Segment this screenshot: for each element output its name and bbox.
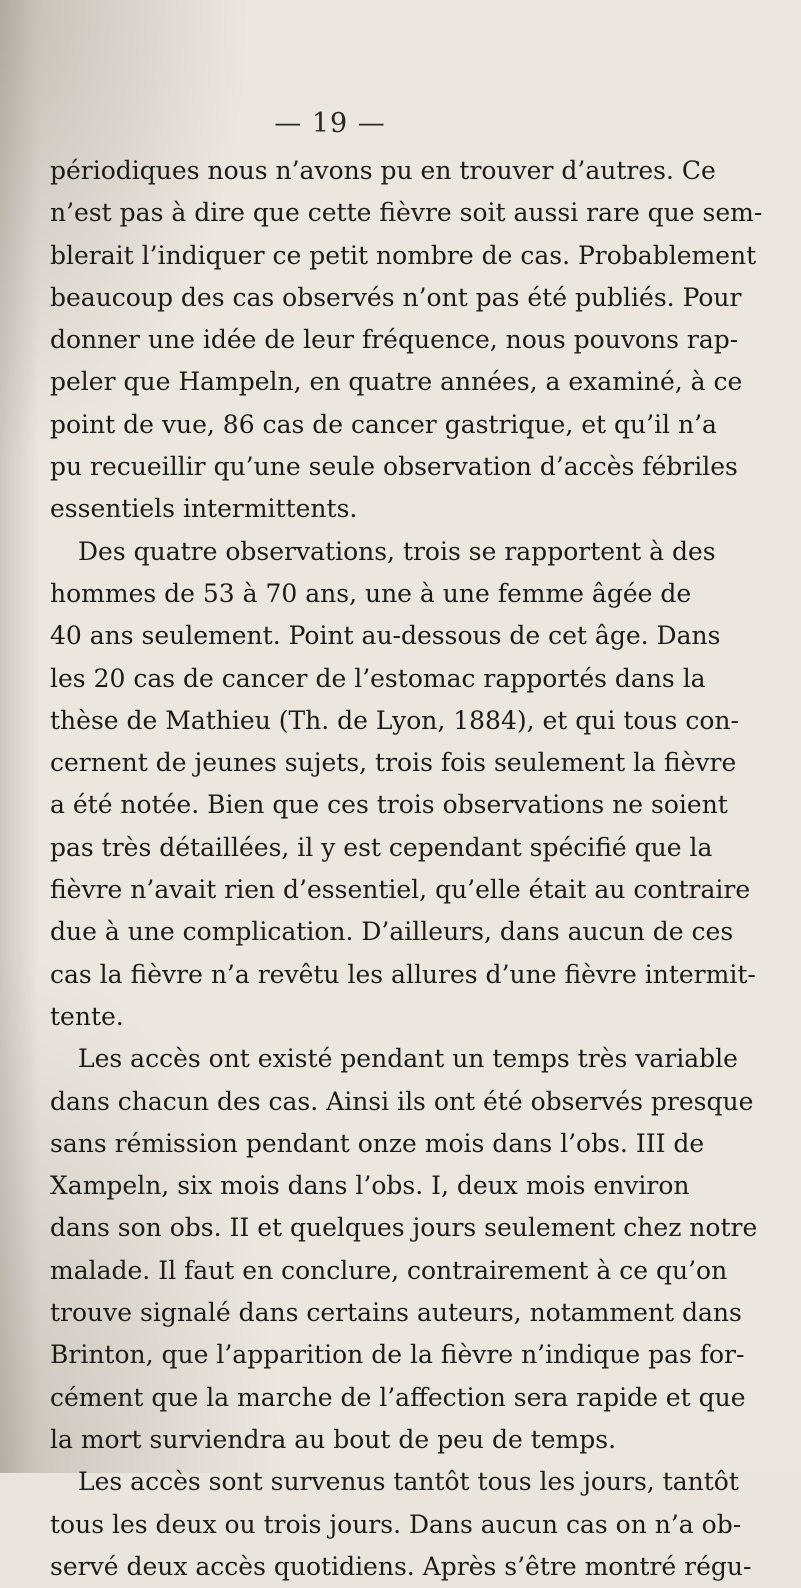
- text-line: malade. Il faut en conclure, contrairement à ce qu’on: [50, 1255, 728, 1285]
- text-line: essentiels intermittents.: [50, 494, 358, 524]
- text-line: due à une complication. D’ailleurs, dans aucun de ces: [50, 917, 734, 947]
- text-line: servé deux accès quotidiens. Après s’être montré régu-: [50, 1551, 752, 1581]
- text-line: donner une idée de leur fréquence, nous pouvons rap-: [50, 325, 739, 355]
- text-line: Les accès ont existé pendant un temps très variable: [78, 1044, 738, 1074]
- text-line: Des quatre observations, trois se rapportent à des: [78, 536, 716, 566]
- text-line: beaucoup des cas observés n’ont pas été publiés. Pour: [50, 282, 742, 312]
- text-line: dans chacun des cas. Ainsi ils ont été observés presque: [50, 1086, 754, 1116]
- text-line: n’est pas à dire que cette fièvre soit aussi rare que sem-: [50, 198, 763, 228]
- text-line: cas la fièvre n’a revêtu les allures d’une fièvre intermit-: [50, 959, 756, 989]
- text-line: a été notée. Bien que ces trois observations ne soient: [50, 790, 728, 820]
- text-line: pas très détaillées, il y est cependant spécifié que la: [50, 832, 713, 862]
- text-line: dans son obs. II et quelques jours seulement chez notre: [50, 1213, 758, 1243]
- text-line: cément que la marche de l’affection sera rapide et que: [50, 1382, 746, 1412]
- text-line: Brinton, que l’apparition de la fièvre n’indique pas for-: [50, 1340, 745, 1370]
- text-line: 40 ans seulement. Point au-dessous de cet âge. Dans: [50, 621, 721, 651]
- body-text: [50, 150, 763, 1588]
- text-line: Les accès sont survenus tantôt tous les jours, tantôt: [78, 1467, 739, 1497]
- text-line: peler que Hampeln, en quatre années, a examiné, à ce: [50, 367, 743, 397]
- text-line: thèse de Mathieu (Th. de Lyon, 1884), et qui tous con-: [50, 705, 739, 735]
- text-line: cernent de jeunes sujets, trois fois seulement la fièvre: [50, 748, 737, 778]
- text-line: les 20 cas de cancer de l’estomac rapportés dans la: [50, 663, 706, 693]
- text-line: trouve signalé dans certains auteurs, notamment dans: [50, 1298, 742, 1328]
- text-line: pu recueillir qu’une seule observation d’accès fébriles: [50, 452, 738, 482]
- text-line: Xampeln, six mois dans l’obs. I, deux mois environ: [50, 1171, 690, 1201]
- text-line: tente.: [50, 1001, 124, 1031]
- text-line: hommes de 53 à 70 ans, une à une femme âgée de: [50, 578, 692, 608]
- text-line: point de vue, 86 cas de cancer gastrique, et qu’il n’a: [50, 409, 717, 439]
- text-line: blerait l’indiquer ce petit nombre de cas. Probablement: [50, 240, 757, 270]
- text-line: fièvre n’avait rien d’essentiel, qu’elle était au contraire: [50, 875, 751, 905]
- text-line: périodiques nous n’avons pu en trouver d’autres. Ce: [50, 156, 716, 185]
- page-number: — 19 —: [274, 108, 386, 139]
- text-line: sans rémission pendant onze mois dans l’obs. III de: [50, 1128, 705, 1158]
- text-line: la mort surviendra au bout de peu de temps.: [50, 1424, 617, 1454]
- text-line: tous les deux ou trois jours. Dans aucun cas on n’a ob-: [50, 1509, 742, 1539]
